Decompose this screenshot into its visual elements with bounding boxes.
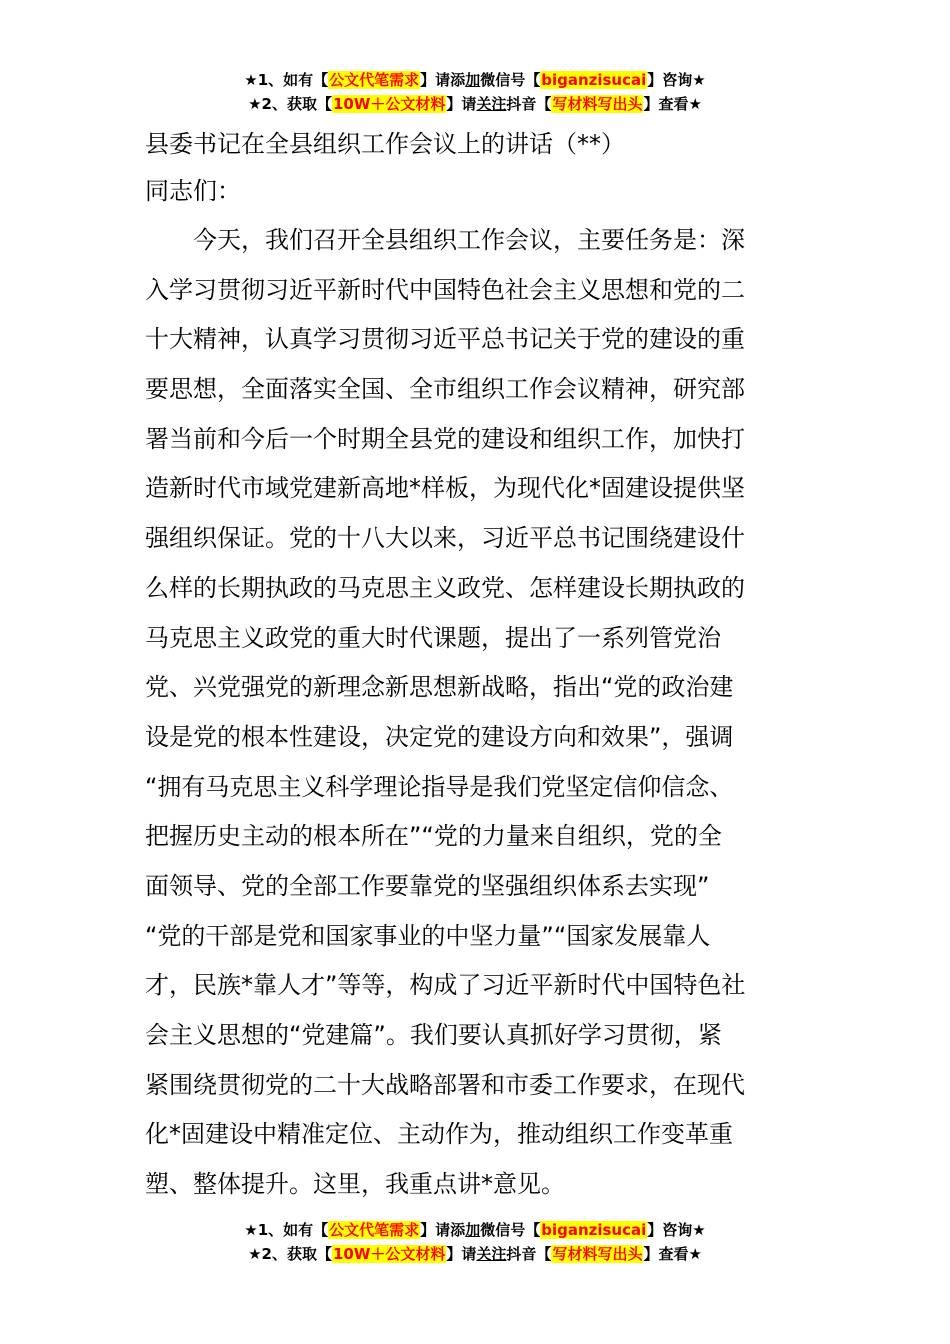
banner-text: 】请添 [420,1221,466,1239]
body-line: 马克思主义政党的重大时代课题，提出了一系列管党治 [145,623,721,652]
highlight-service: 公文代笔需求 [329,71,420,89]
highlight-wechat-id: biganzisucai [541,71,647,89]
banner-text: 抖音【 [506,95,552,113]
banner-text: 】咨询★ [647,1221,706,1239]
highlight-materials: 10W＋公文材料 [332,1245,446,1263]
highlight-douyin: 写材料写出头 [552,95,643,113]
banner-line-1 [0,68,950,92]
banner-text: ★2、获取【 [248,95,332,113]
banner-text: ★1、如有【 [244,1221,329,1239]
body-line: “党的干部是党和国家事业的中坚力量”“国家发展靠人 [145,921,711,950]
banner-line-2 [0,1242,950,1266]
top-banner [0,68,950,116]
banner-text: 】请添 [420,71,466,89]
banner-line-2 [0,92,950,116]
body-line: 会主义思想的“党建篇”。我们要认真抓好学习贯彻，紧 [145,1021,722,1049]
banner-text-underlined: 加 [465,71,481,89]
body-line: 署当前和今后一个时期全县党的建设和组织工作，加快打 [145,424,745,453]
body-line: 造新时代市域党建新高地*样板，为现代化*固建设提供坚 [145,474,745,503]
body-line: 入学习贯彻习近平新时代中国特色社会主义思想和党的二 [145,275,745,304]
greeting: 同志们： [145,177,241,205]
bottom-banner [0,1218,950,1266]
banner-text: 微信号【 [480,71,541,89]
banner-text: 微信号【 [480,1221,541,1239]
banner-text: 】请 [446,1245,477,1263]
banner-text-underlined: 关注 [476,1245,507,1263]
body-line: 紧围绕贯彻党的二十大战略部署和市委工作要求，在现代 [145,1070,745,1099]
body-line: 今天，我们召开全县组织工作会议，主要任务是：深 [193,226,745,254]
body-line: 么样的长期执政的马克思主义政党、怎样建设长期执政的 [145,573,745,602]
document-body [145,216,810,1210]
banner-text-underlined: 加 [465,1221,481,1239]
banner-line-1 [0,1218,950,1242]
banner-text: ★1、如有【 [244,71,329,89]
body-line: 十大精神，认真学习贯彻习近平总书记关于党的建设的重 [145,325,745,354]
body-line: 才，民族*靠人才”等等，构成了习近平新时代中国特色社 [145,971,746,1000]
document-title: 县委书记在全县组织工作会议上的讲话（**） [145,130,625,158]
document [145,122,810,1210]
banner-text: 抖音【 [506,1245,552,1263]
body-line: 强组织保证。党的十八大以来，习近平总书记围绕建设什 [145,524,745,553]
banner-text: 】查看★ [643,95,702,113]
banner-text: 】咨询★ [647,71,706,89]
highlight-douyin: 写材料写出头 [552,1245,643,1263]
body-line: 把握历史主动的根本所在”“党的力量来自组织，党的全 [145,822,722,851]
body-line: 要思想，全面落实全国、全市组织工作会议精神，研究部 [145,375,745,404]
body-line: 塑、整体提升。这里，我重点讲*意见。 [145,1170,565,1199]
banner-text: 】请 [446,95,477,113]
body-line: 面领导、党的全部工作要靠党的坚强组织体系去实现” [145,871,710,900]
highlight-service: 公文代笔需求 [329,1221,420,1239]
body-line: 化*固建设中精准定位、主动作为，推动组织工作变革重 [145,1120,733,1149]
banner-text-underlined: 关注 [476,95,507,113]
highlight-wechat-id: biganzisucai [541,1221,647,1239]
banner-text: ★2、获取【 [248,1245,332,1263]
body-line: “拥有马克思主义科学理论指导是我们党坚定信仰信念、 [145,772,734,801]
banner-text: 】查看★ [643,1245,702,1263]
body-line: 党、兴党强党的新理念新思想新战略，指出“党的政治建 [145,673,734,702]
body-line: 设是党的根本性建设，决定党的建设方向和效果”，强调 [145,722,734,751]
highlight-materials: 10W＋公文材料 [332,95,446,113]
